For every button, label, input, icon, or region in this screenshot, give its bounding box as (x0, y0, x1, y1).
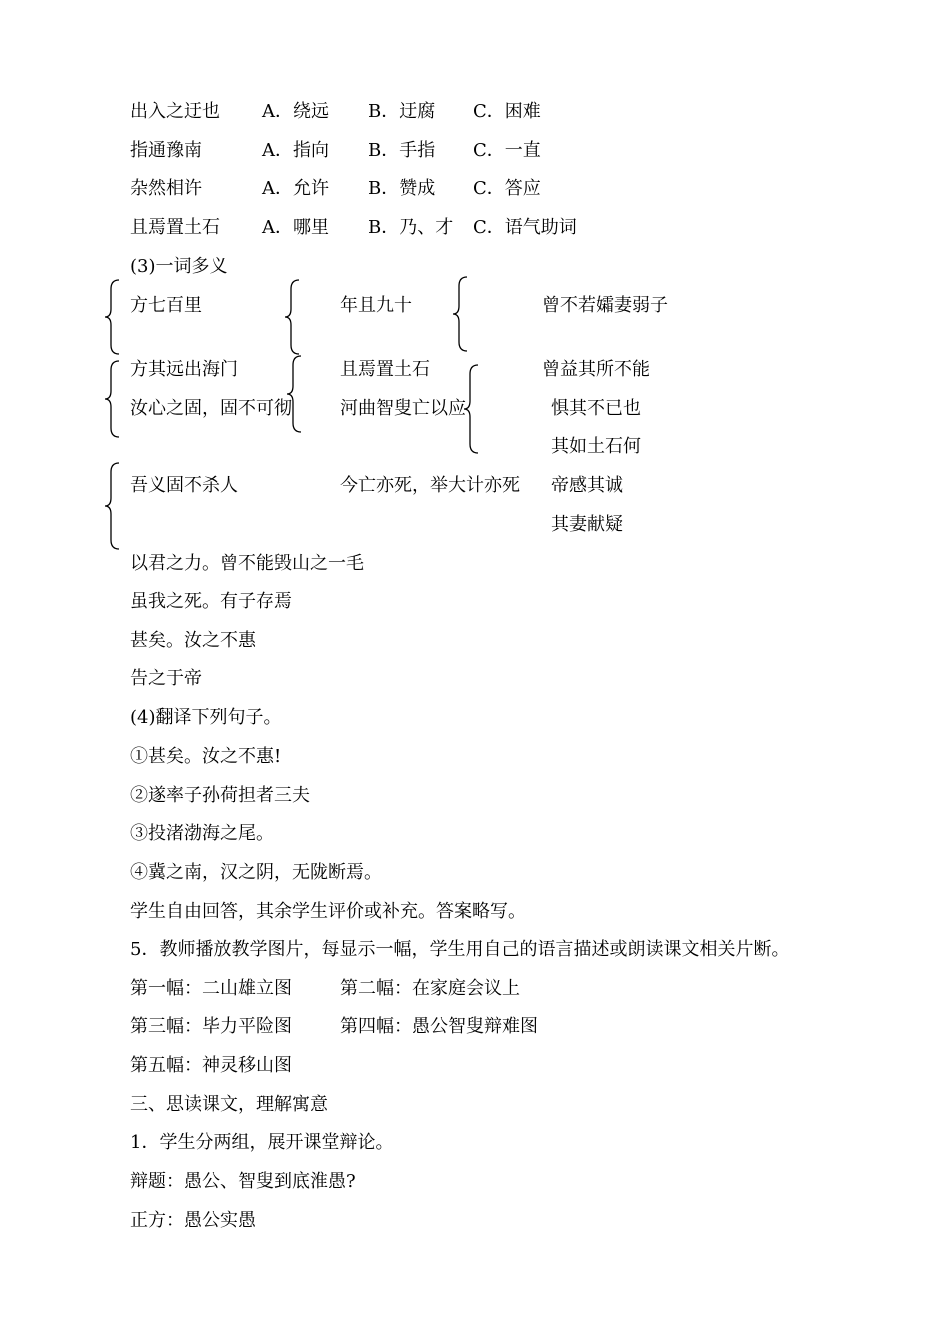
picture-label: 第二幅：在家庭会议上 (340, 978, 520, 999)
polysemy-item: 汝心之固，固不可彻 (130, 398, 292, 419)
polysemy-item: 吾义固不杀人 (130, 475, 238, 496)
translate-item: ①甚矣。汝之不惠! (130, 746, 282, 767)
example-line: 以君之力。曾不能毁山之一毛 (130, 553, 364, 574)
left-brace (104, 360, 120, 438)
polysemy-item: 今亡亦死，举大计亦死 (340, 475, 520, 496)
section-heading: 三、思读课文，理解寓意 (130, 1094, 328, 1115)
left-brace (286, 355, 302, 433)
polysemy-item: 曾不若孀妻弱子 (542, 295, 668, 316)
left-brace (104, 279, 120, 355)
polysemy-item: 惧其不已也 (551, 398, 641, 419)
vocab-option-c: C．答应 (473, 178, 541, 199)
polysemy-item: 帝感其诚 (551, 475, 623, 496)
vocab-phrase: 杂然相许 (130, 178, 202, 199)
vocab-option-a: A．指向 (262, 140, 329, 161)
picture-label: 第一幅：二山雄立图 (130, 978, 292, 999)
translate-item: ④冀之南，汉之阴，无陇断焉。 (130, 862, 382, 883)
picture-label: 第四幅：愚公智叟辩难图 (340, 1016, 538, 1037)
debate-topic: 辩题：愚公、智叟到底淮愚? (130, 1171, 356, 1192)
picture-label: 第五幅：神灵移山图 (130, 1055, 292, 1076)
vocab-option-c: C．困难 (473, 101, 541, 122)
picture-label: 第三幅：毕力平险图 (130, 1016, 292, 1037)
example-line: 虽我之死。有子存焉 (130, 591, 292, 612)
example-line: 甚矣。汝之不惠 (130, 630, 256, 651)
vocab-option-b: B．手指 (368, 140, 436, 161)
polysemy-item: 年且九十 (340, 295, 412, 316)
vocab-option-a: A．允许 (262, 178, 329, 199)
polysemy-item: 方其远出海门 (130, 359, 238, 380)
polysemy-item: 河曲智叟亡以应 (340, 398, 466, 419)
polysemy-item: 曾益其所不能 (542, 359, 650, 380)
answer-note: 学生自由回答，其余学生评价或补充。答案略写。 (130, 901, 526, 922)
polysemy-item: 其如土石何 (551, 436, 641, 457)
translate-item: ②遂率子孙荷担者三夫 (130, 785, 310, 806)
vocab-option-b: B．赞成 (368, 178, 436, 199)
vocab-phrase: 且焉置土石 (130, 217, 220, 238)
example-line: 告之于帝 (130, 668, 202, 689)
vocab-option-b: B．迂腐 (368, 101, 436, 122)
translate-item: ③投渚渤海之尾。 (130, 823, 274, 844)
vocab-option-c: C．一直 (473, 140, 541, 161)
polysemy-item: 其妻献疑 (551, 514, 623, 535)
vocab-option-b: B．乃、才 (368, 217, 454, 238)
left-brace (452, 276, 468, 352)
polysemy-item: 且焉置土石 (340, 359, 430, 380)
vocab-option-a: A．绕远 (262, 101, 329, 122)
step-text: 1．学生分两组，展开课堂辩论。 (130, 1132, 394, 1153)
step-text: 5．教师播放教学图片，每显示一幅，学生用自己的语言描述或朗读课文相关片断。 (130, 939, 790, 960)
vocab-option-c: C．语气助词 (473, 217, 577, 238)
vocab-phrase: 出入之迂也 (130, 101, 220, 122)
polysemy-item: 方七百里 (130, 295, 202, 316)
vocab-phrase: 指通豫南 (130, 140, 202, 161)
pro-side: 正方：愚公实愚 (130, 1210, 256, 1231)
vocab-option-a: A．哪里 (262, 217, 329, 238)
left-brace (284, 279, 300, 355)
left-brace (104, 462, 120, 550)
section-heading: (4)翻译下列句子。 (130, 707, 282, 728)
section-heading: (3)一词多义 (130, 256, 228, 277)
